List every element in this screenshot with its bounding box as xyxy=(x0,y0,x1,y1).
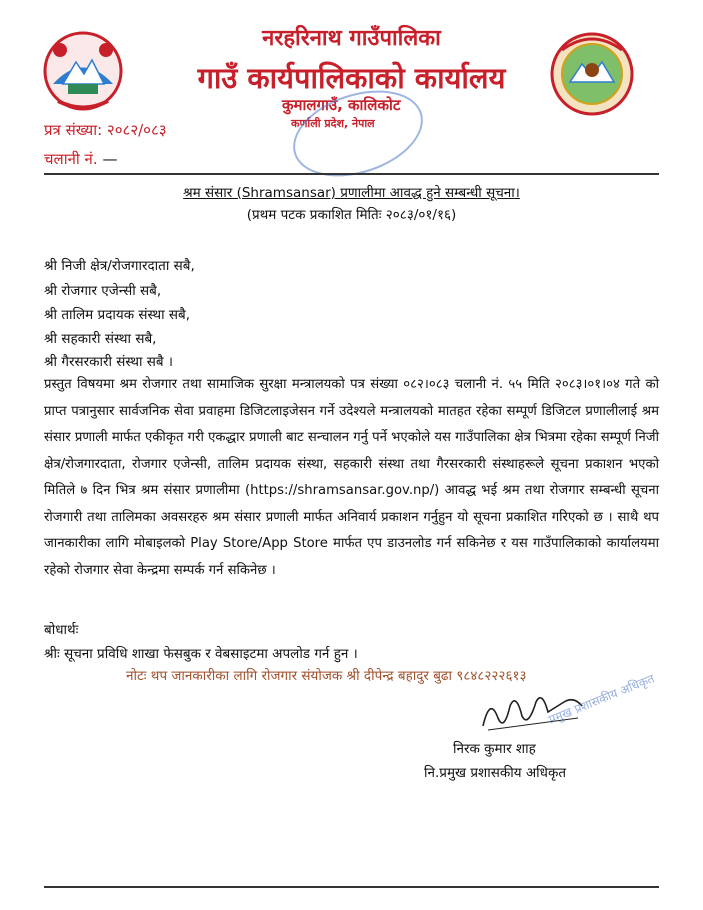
cc-line: श्रीः सूचना प्रविधि शाखा फेसबुक र वेबसाइटमा अपलोड गर्न हुन । xyxy=(44,646,358,662)
reference-label: प्रत्र संख्या: xyxy=(44,121,103,139)
signatory-title: नि.प्रमुख प्रशासकीय अधिकृत xyxy=(424,765,567,781)
footer-divider xyxy=(44,886,659,888)
dispatch-number xyxy=(44,149,117,169)
addressee-4: श्री सहकारी संस्था सबै, xyxy=(44,331,157,347)
addressee-5: श्री गैरसरकारी संस्था सबै । xyxy=(44,354,174,370)
dispatch-label: चलानी नं. xyxy=(44,150,98,168)
publication-date: (प्रथम पटक प्रकाशित मितिः २०८३/०१/१६) xyxy=(246,207,457,223)
office-address: कुमालगाउँ, कालिकोट xyxy=(282,96,401,114)
addressee-2: श्री रोजगार एजेन्सी सबै, xyxy=(44,283,162,299)
office-title: गाउँ कार्यपालिकाको कार्यालय xyxy=(197,61,506,95)
reference-number xyxy=(44,120,167,140)
municipality-name: नरहरिनाथ गाउँपालिका xyxy=(262,26,441,51)
addressee-3: श्री तालिम प्रदायक संस्था सबै, xyxy=(44,307,191,323)
province-name: कर्णाली प्रदेश, नेपाल xyxy=(291,117,375,130)
signature-stamp: प्रमुख प्रशासकीय अधिकृत xyxy=(546,671,657,727)
contact-note: नोटः थप जानकारीका लागि रोजगार संयोजक श्री दीपेन्द्र बहादुर बुढा ९८४८२२२६१३ xyxy=(126,668,527,684)
cc-label: बोधार्थः xyxy=(44,622,79,638)
addressee-1: श्री निजी क्षेत्र/रोजगारदाता सबै, xyxy=(44,258,195,274)
reference-value: २०८२/०८३ xyxy=(106,121,167,139)
signatory-name: निरक कुमार शाह xyxy=(453,741,536,757)
notice-subject: श्रम संसार (Shramsansar) प्रणालीमा आवद्ध हुने सम्बन्धी सूचना। xyxy=(183,185,520,201)
dispatch-value: — xyxy=(102,150,118,168)
header-divider xyxy=(44,173,659,175)
notice-body: प्रस्तुत विषयमा श्रम रोजगार तथा सामाजिक सुरक्षा मन्त्रालयको पत्र संख्या ०८२।०८३ चलानी नं. ५५ मिति २०८३।०१।०४ गते को प्राप्त पत्रानुसार सार्वजनिक सेवा प्रवाहमा डिजिटलाइजेसन गर्ने उदेश्यले मन्त्रालयको मातहत रहेका सम्पूर्ण डिजिटल प्रणालीलाई श्रम संसार प्रणाली मार्फत एकीकृत गरी एकद्धार प्रणाली बाट सन्चालन गर्नु पर्ने भएकोले यस गाउँपालिका क्षेत्र भित्रमा रहेका सम्पूर्ण निजी क्षेत्र/रोजगारदाता, रोजगार एजेन्सी, तालिम प्रदायक संस्था, सहकारी संस्था तथा गैरसरकारी संस्थाहरूले सूचना प्रकाशन भएको मितिले ७ दिन भित्र श्रम संसार प्रणालीमा (https://shramsansar.gov.np/) आवद्ध भई श्रम तथा रोजगार सम्बन्धी सूचना रोजगारी तथा तालिमका अवसरहरु श्रम संसार प्रणाली मार्फत अनिवार्य प्रकाशन गर्नुहुन यो सूचना प्रकाशित गरिएको छ । साथै थप जानकारीका लागि मोबाइलको Play Store/App Store मार्फत एप डाउनलोड गर्न सकिनेछ र यस गाउँपालिकाको कार्यालयमा रहेको रोजगार सेवा केन्द्रमा सम्पर्क गर्न सकिनेछ । xyxy=(44,377,659,578)
